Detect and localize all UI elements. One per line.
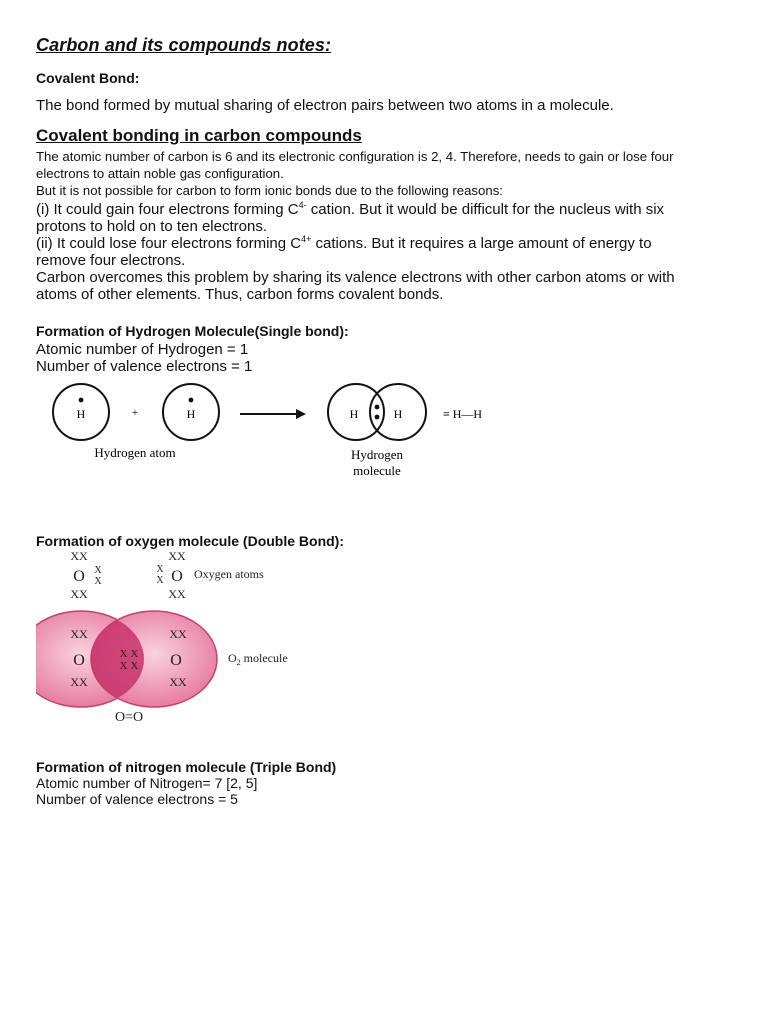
nitrogen-facts — [36, 775, 257, 807]
carbon-bonding-reasons — [36, 201, 675, 303]
o2-molecule-label: $O_2$ molecule — [228, 651, 288, 667]
svg-text:XX: XX — [168, 549, 186, 563]
svg-text:XX: XX — [70, 587, 88, 601]
intro-line-1: The atomic number of carbon is 6 and its electronic configuration is 2, 4. Therefore, needs to gain or lose four — [36, 149, 674, 164]
page-title: Carbon and its compounds notes: — [36, 35, 332, 55]
svg-text:X: X — [156, 575, 164, 586]
hydrogen-atomic-number: Atomic number of Hydrogen = 1 — [36, 341, 249, 358]
hydrogen-atom-2 — [163, 384, 219, 440]
double-bond-formula: O=O — [114, 710, 144, 725]
oxygen-diagram — [36, 548, 336, 728]
oxygen-atoms-label: Oxygen atoms — [194, 567, 264, 581]
svg-text:O: O — [170, 652, 182, 669]
shared-electrons-top: X X — [119, 648, 139, 660]
hydrogen-diagram — [40, 380, 510, 485]
svg-text:X: X — [156, 564, 164, 575]
h-symbol-1: H — [76, 407, 86, 421]
h-symbol-2: H — [186, 407, 196, 421]
svg-text:XX: XX — [70, 549, 88, 563]
hydrogen-heading: Formation of Hydrogen Molecule(Single bond): — [36, 323, 349, 339]
plus-sign: + — [131, 407, 139, 419]
svg-text:XX: XX — [169, 675, 187, 689]
covalent-bond-heading: Covalent Bond: — [36, 70, 140, 86]
conclusion-2: atoms of other elements. Thus, carbon forms covalent bonds. — [36, 286, 444, 303]
intro-line-2: electrons to attain noble gas configuration. — [36, 166, 284, 181]
shared-electrons-bottom: X X — [119, 660, 139, 672]
oxygen-heading: Formation of oxygen molecule (Double Bond): — [36, 533, 344, 549]
oxygen-atom-1 — [70, 549, 102, 601]
electron-dot — [189, 398, 194, 403]
svg-text:XX: XX — [168, 587, 186, 601]
intro-line-3: But it is not possible for carbon to form ionic bonds due to the following reasons: — [36, 183, 503, 198]
svg-text:XX: XX — [70, 627, 88, 641]
svg-text:X: X — [94, 576, 102, 587]
hydrogen-atom-1 — [53, 384, 109, 440]
hydrogen-molecule — [328, 384, 426, 440]
reason-1-cont: protons to hold on to ten electrons. — [36, 218, 267, 235]
conclusion-1: Carbon overcomes this problem by sharing its valence electrons with other carbon atoms or with — [36, 269, 675, 286]
covalent-bond-definition: The bond formed by mutual sharing of electron pairs between two atoms in a molecule. — [36, 97, 614, 114]
shared-electron — [375, 405, 380, 410]
nitrogen-valence: Number of valence electrons = 5 — [36, 791, 238, 807]
reason-2-cont: remove four electrons. — [36, 252, 186, 269]
reaction-arrow — [240, 409, 306, 419]
hydrogen-valence: Number of valence electrons = 1 — [36, 358, 253, 375]
nitrogen-atomic-number: Atomic number of Nitrogen= 7 [2, 5] — [36, 775, 258, 791]
svg-text:X: X — [94, 565, 102, 576]
hydrogen-facts — [36, 341, 252, 375]
reason-2: (ii) It could lose four electrons forming $C^{4+}$ cations. But it requires a large amount of energy to — [36, 234, 652, 252]
hydrogen-molecule-label-1: Hydrogen — [351, 447, 403, 462]
oxygen-atom-2 — [156, 549, 186, 601]
h-h-bond-formula: ≡ H—H — [443, 407, 483, 421]
oxygen-molecule — [36, 611, 217, 707]
h-symbol-3: H — [349, 407, 359, 421]
hydrogen-molecule-label-2: molecule — [353, 463, 401, 478]
electron-dot — [79, 398, 84, 403]
svg-text:XX: XX — [169, 627, 187, 641]
svg-text:O: O — [73, 568, 85, 585]
svg-text:O: O — [73, 652, 85, 669]
svg-text:XX: XX — [70, 675, 88, 689]
h-symbol-4: H — [393, 407, 403, 421]
nitrogen-heading: Formation of nitrogen molecule (Triple Bond) — [36, 759, 337, 775]
reason-1: (i) It could gain four electrons forming $C^{4-}$ cation. But it would be difficult for the nucleus with six — [36, 200, 665, 218]
carbon-bonding-intro — [36, 148, 674, 199]
carbon-bonding-heading: Covalent bonding in carbon compounds — [36, 126, 362, 145]
shared-electron — [375, 415, 380, 420]
hydrogen-atom-label: Hydrogen atom — [94, 445, 176, 460]
svg-text:O: O — [171, 568, 183, 585]
